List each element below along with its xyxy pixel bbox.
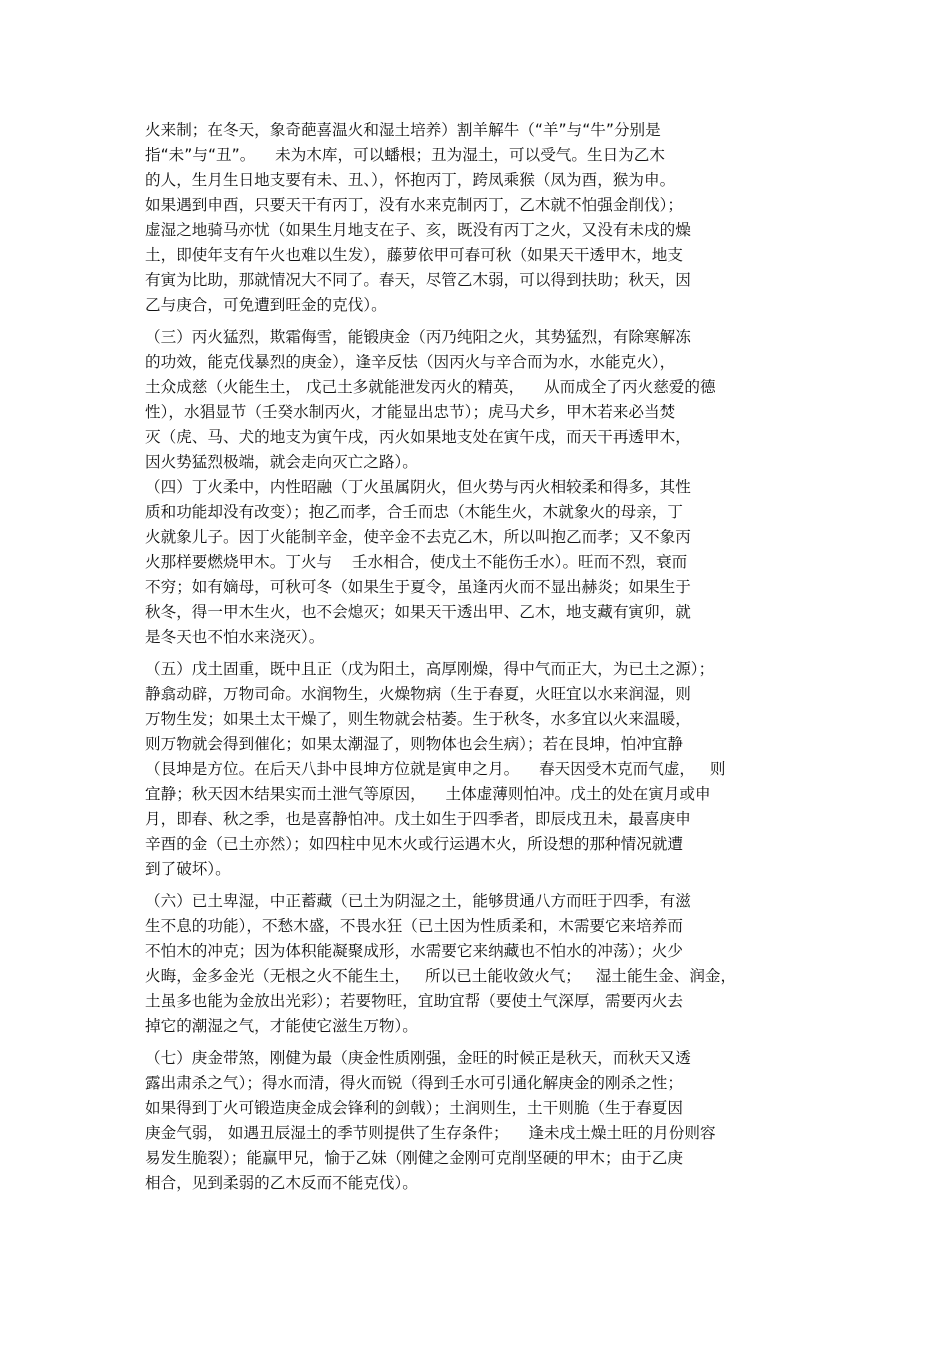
text-line: 土众成慈（火能生土， 戊己土多就能泄发丙火的精英， 从而成全了丙火慈爱的德 — [145, 378, 716, 396]
text-line: 性），水猖显节（壬癸水制丙火，才能显出忠节）；虎马犬乡，甲木若来必当焚 — [145, 403, 676, 421]
text-line: 火那样要燃烧甲木。丁火与 壬水相合，使戊土不能伤壬水）。旺而不烈，衰而 — [145, 553, 688, 571]
text-line: 生不息的功能），不愁木盛，不畏水狂（已土因为性质柔和，木需要它来培养而 — [145, 917, 683, 935]
text-line: 秋冬，得一甲木生火，也不会熄灭；如果天干透出甲、乙木，地支藏有寅卯，就 — [145, 603, 691, 621]
paragraph — [145, 325, 825, 650]
text-line: 指“未”与“丑”。 未为木库，可以蟠根；丑为湿土，可以受气。生日为乙木 — [145, 146, 665, 164]
text-line: 不怕木的冲克；因为体积能凝聚成形，水需要它来纳藏也不怕水的冲荡）；火少 — [145, 942, 683, 960]
text-line: 相合，见到柔弱的乙木反而不能克伐）。 — [145, 1174, 418, 1192]
text-line: （四）丁火柔中，内性昭融（丁火虽属阴火，但火势与丙火相较柔和得多，其性 — [145, 478, 691, 496]
text-line: 火来制；在冬天，象奇葩喜温火和湿土培养）割羊解牛（“羊”与“牛”分别是 — [145, 121, 661, 139]
text-line: 的功效，能克伐暴烈的庚金），逢辛反怯（因丙火与辛合而为水，水能克火）， — [145, 353, 676, 371]
text-line: 庚金气弱， 如遇丑辰湿土的季节则提供了生存条件； 逢未戌土燥土旺的月份则容 — [145, 1124, 716, 1142]
text-line: 火就象儿子。因丁火能制辛金，使辛金不去克乙木，所以叫抱乙而孝；又不象丙 — [145, 528, 691, 546]
paragraph — [145, 1046, 825, 1196]
paragraph — [145, 889, 825, 1039]
text-line: 因火势猛烈极端，就会走向灭亡之路）。 — [145, 453, 418, 471]
text-line: 的人，生月生日地支要有未、丑、），怀抱丙丁，跨凤乘猴（凤为酉，猴为申。 — [145, 171, 676, 189]
text-line: 土虽多也能为金放出光彩）；若要物旺，宜助宜帮（要使土气深厚，需要丙火去 — [145, 992, 683, 1010]
text-line: 露出肃杀之气）；得水而清，得火而锐（得到壬水可引通化解庚金的刚杀之性； — [145, 1074, 683, 1092]
text-line: 万物生发；如果土太干燥了，则生物就会枯萎。生于秋冬，水多宜以火来温暖， — [145, 710, 691, 728]
text-line: 有寅为比助，那就情况大不同了。春天，尽管乙木弱，可以得到扶助；秋天，因 — [145, 271, 691, 289]
text-line: 土，即使年支有午火也难以生发），藤萝依甲可春可秋（如果天干透甲木，地支 — [145, 246, 683, 264]
text-line: 月，即春、秋之季，也是喜静怕冲。戊土如生于四季者，即辰戌丑未，最喜庚申 — [145, 810, 691, 828]
text-line: 虚湿之地骑马亦忧（如果生月地支在子、亥，既没有丙丁之火，又没有未戌的燥 — [145, 221, 691, 239]
text-line: 则万物就会得到催化；如果太潮湿了，则物体也会生病）；若在艮坤，怕冲宜静 — [145, 735, 683, 753]
text-line: 灭（虎、马、犬的地支为寅午戌，丙火如果地支处在寅午戌，而天干再透甲木， — [145, 428, 691, 446]
text-line: 质和功能却没有改变）；抱乙而孝，合壬而忠（木能生火，木就象火的母亲，丁 — [145, 503, 683, 521]
text-line: （艮坤是方位。在后天八卦中艮坤方位就是寅申之月。 春天因受木克而气虚， 则 — [145, 760, 726, 778]
text-line: 是冬天也不怕水来浇灭）。 — [145, 628, 325, 646]
text-line: 易发生脆裂）；能赢甲兄，愉于乙妹（刚健之金刚可克削坚硬的甲木；由于乙庚 — [145, 1149, 683, 1167]
text-line: 掉它的潮湿之气，才能使它滋生万物）。 — [145, 1017, 418, 1035]
text-line: 如果得到丁火可锻造庚金成会锋利的剑戟）；土润则生，土干则脆（生于春夏因 — [145, 1099, 683, 1117]
text-line: （六）已土卑湿，中正蓄藏（已土为阴湿之土，能够贯通八方而旺于四季，有滋 — [145, 892, 691, 910]
text-line: 到了破坏）。 — [145, 860, 231, 878]
text-line: 辛酉的金（已土亦然）；如四柱中见木火或行运遇木火，所设想的那种情况就遭 — [145, 835, 683, 853]
text-line: 不穷；如有嫡母，可秋可冬（如果生于夏令，虽逢丙火而不显出赫炎；如果生于 — [145, 578, 691, 596]
paragraph — [145, 118, 825, 318]
text-line: （三）丙火猛烈，欺霜侮雪，能锻庚金（丙乃纯阳之火，其势猛烈，有除寒解冻 — [145, 328, 691, 346]
text-line: 静翕动辟，万物司命。水润物生，火燥物病（生于春夏，火旺宜以水来润湿，则 — [145, 685, 691, 703]
paragraph — [145, 657, 825, 882]
text-line: （五）戊土固重，既中且正（戊为阳土，高厚刚燥，得中气而正大，为已土之源）； — [145, 660, 715, 678]
body-text — [145, 118, 825, 1203]
text-line: 宜静；秋天因木结果实而土泄气等原因， 土体虚薄则怕冲。戊土的处在寅月或申 — [145, 785, 711, 803]
text-line: 火晦，金多金光（无根之火不能生土， 所以已土能收敛火气； 湿土能生金、润金， — [145, 967, 737, 985]
text-line: 乙与庚合，可免遭到旺金的克伐）。 — [145, 296, 387, 314]
text-line: 如果遇到申酉，只要天干有丙丁，没有水来克制丙丁，乙木就不怕强金削伐）； — [145, 196, 683, 214]
text-line: （七）庚金带煞，刚健为最（庚金性质刚强，金旺的时候正是秋天，而秋天又透 — [145, 1049, 691, 1067]
